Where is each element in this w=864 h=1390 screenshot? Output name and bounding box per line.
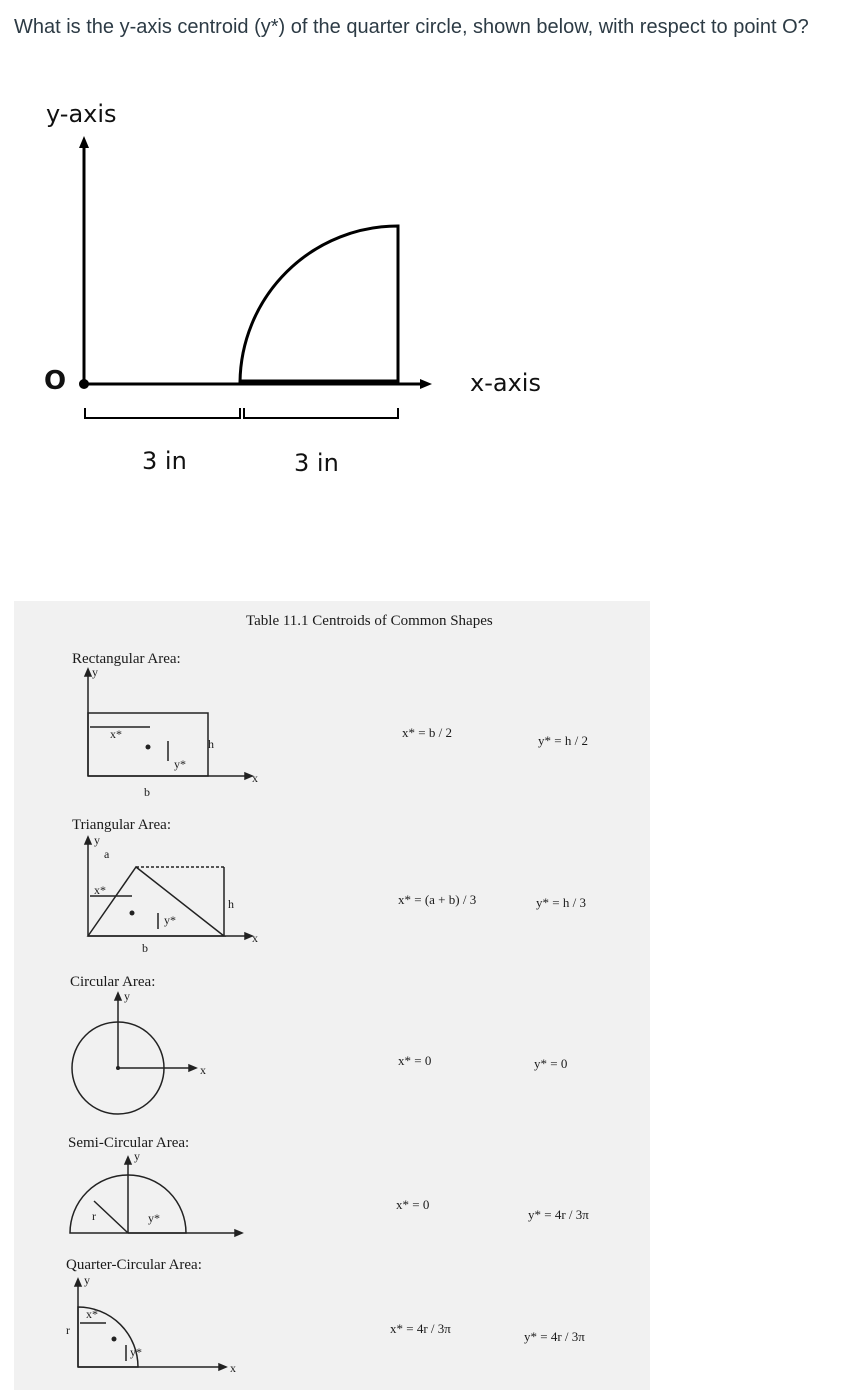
quarter-ystar-letter: y* xyxy=(130,1345,142,1359)
figure-drawing xyxy=(0,90,864,510)
tri-a-letter: a xyxy=(104,847,110,861)
rect-y-formula: y* = h / 2 xyxy=(538,733,588,748)
rect-b-letter: b xyxy=(144,785,150,799)
tri-x-letter: x xyxy=(252,931,258,945)
semi-x-formula: x* = 0 xyxy=(396,1197,430,1212)
rect-x-arrow xyxy=(245,773,252,779)
rect-x-letter: x xyxy=(252,771,258,785)
circ-title: Circular Area: xyxy=(70,974,156,990)
circ-y-arrow xyxy=(115,993,121,1000)
quarter-x-letter: x xyxy=(230,1361,236,1375)
y-axis-arrow xyxy=(79,136,89,148)
quarter-title: Quarter-Circular Area: xyxy=(66,1257,202,1273)
tri-title: Triangular Area: xyxy=(72,817,172,833)
tri-xstar-letter: x* xyxy=(94,883,106,897)
rect-title: Rectangular Area: xyxy=(72,651,181,667)
rect-centroid-dot xyxy=(146,745,151,750)
quarter-x-formula: x* = 4r / 3π xyxy=(390,1321,451,1336)
quarter-circle-shape xyxy=(240,226,398,382)
circ-x-formula: x* = 0 xyxy=(398,1053,432,1068)
semi-y-arrow xyxy=(125,1157,131,1164)
origin-label: O xyxy=(44,366,67,396)
semi-x-arrow xyxy=(235,1230,242,1236)
table-diagrams xyxy=(14,601,650,1390)
semi-radius xyxy=(94,1201,128,1233)
semi-y-formula: y* = 4r / 3π xyxy=(528,1207,589,1222)
semi-r-letter: r xyxy=(92,1209,96,1223)
quarter-y-formula: y* = 4r / 3π xyxy=(524,1329,585,1344)
tri-x-formula: x* = (a + b) / 3 xyxy=(398,892,477,907)
tri-ystar-letter: y* xyxy=(164,913,176,927)
quarter-y-letter: y xyxy=(84,1273,90,1287)
tri-y-formula: y* = h / 3 xyxy=(536,895,586,910)
rect-x-formula: x* = b / 2 xyxy=(402,725,452,740)
x-axis-arrow xyxy=(420,379,432,389)
quarter-centroid-dot xyxy=(112,1337,117,1342)
rect-y-letter: y xyxy=(92,665,98,679)
circ-x-arrow xyxy=(189,1065,196,1071)
x-axis-label: x-axis xyxy=(470,369,541,397)
y-axis-label: y-axis xyxy=(46,100,117,128)
semi-title: Semi-Circular Area: xyxy=(68,1135,190,1151)
tri-x-arrow xyxy=(245,933,252,939)
rect-ystar-letter: y* xyxy=(174,757,186,771)
quarter-y-arrow xyxy=(75,1279,81,1286)
dimension-bracket-2 xyxy=(244,408,398,418)
tri-shape xyxy=(88,867,224,936)
circ-x-letter: x xyxy=(200,1063,206,1077)
centroid-table-scan xyxy=(14,601,650,1390)
quarter-circle-figure xyxy=(0,90,864,510)
rect-y-arrow xyxy=(85,669,91,676)
rect-h-letter: h xyxy=(208,737,214,751)
quarter-xstar-letter: x* xyxy=(86,1307,98,1321)
tri-centroid-dot xyxy=(130,911,135,916)
circ-y-letter: y xyxy=(124,989,130,1003)
quarter-x-arrow xyxy=(219,1364,226,1370)
tri-h-letter: h xyxy=(228,897,234,911)
table-caption: Table 11.1 Centroids of Common Shapes xyxy=(246,613,493,629)
quarter-r-letter: r xyxy=(66,1323,70,1337)
question-text: What is the y-axis centroid (y*) of the quarter circle, shown below, with respect to point O? xyxy=(14,16,809,38)
semi-y-letter: y xyxy=(134,1149,140,1163)
semi-ystar-letter: y* xyxy=(148,1211,160,1225)
dimension-label-2: 3 in xyxy=(294,449,339,477)
dimension-label-1: 3 in xyxy=(142,447,187,475)
circ-y-formula: y* = 0 xyxy=(534,1056,568,1071)
rect-xstar-letter: x* xyxy=(110,727,122,741)
tri-y-letter: y xyxy=(94,833,100,847)
circ-centroid-dot xyxy=(116,1066,120,1070)
dimension-bracket-1 xyxy=(85,408,240,418)
tri-b-letter: b xyxy=(142,941,148,955)
origin-point xyxy=(79,379,89,389)
tri-y-arrow xyxy=(85,837,91,844)
